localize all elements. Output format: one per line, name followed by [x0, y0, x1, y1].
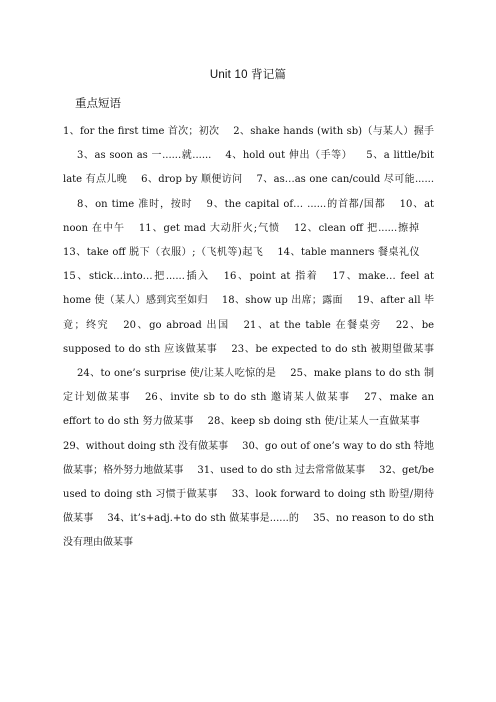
phrase-item: 31、used to do sth 过去常常做某事 — [197, 464, 366, 476]
phrase-text: point at 指着 — [249, 271, 319, 283]
phrase-item: 21、at the table 在餐桌旁 — [243, 319, 382, 331]
phrase-text: as soon as 一......就...... — [94, 150, 212, 162]
phrase-number: 31 — [197, 464, 211, 476]
phrase-number: 17 — [332, 271, 346, 283]
phrase-number: 18 — [221, 295, 235, 307]
phrase-item: 34、it’s+adj.+to do sth 做某事是......的 — [107, 513, 300, 525]
document-title: Unit 10 背记篇 — [209, 69, 287, 81]
phrase-number: 5 — [366, 150, 373, 162]
phrase-number: 10 — [399, 198, 413, 210]
phrase-item: 10、at noon 在中午 — [63, 198, 435, 234]
phrase-text: get mad 大动肝火;气愤 — [163, 222, 280, 234]
phrase-number: 20 — [123, 319, 136, 331]
phrase-text: it’s+adj.+to do sth 做某事是......的 — [130, 513, 300, 525]
phrase-number: 2 — [233, 126, 240, 137]
phrase-item: 17、make… feel at home 使（某人）感到宾至如归 — [63, 271, 435, 307]
phrase-item: 11、get mad 大动肝火;气愤 — [138, 222, 280, 234]
phrase-item: 5、a little/bit late 有点儿晚 — [63, 150, 435, 186]
phrase-text: shake hands (with sb)（与某人）握手 — [250, 126, 435, 137]
phrase-item: 25、make plans to do sth 制定计划做某事 — [63, 368, 435, 404]
phrase-text: drop by 顺便访问 — [158, 174, 243, 186]
phrase-text: the capital of… ......的首都/国都 — [224, 198, 386, 210]
phrase-text: as…as one can/could 尽可能...... — [273, 174, 435, 186]
phrase-number: 6 — [141, 174, 148, 186]
phrase-text: at noon 在中午 — [63, 198, 435, 234]
phrase-text: invite sb to do sth 邀请某人做某事 — [170, 392, 351, 404]
phrase-number: 8 — [77, 198, 84, 210]
phrase-item: 13、take off 脱下（衣服）;（飞机等)起飞 — [63, 247, 264, 259]
phrase-text: make… feel at home 使（某人）感到宾至如归 — [63, 271, 435, 307]
phrase-number: 3 — [77, 150, 84, 162]
phrase-item: 14、table manners 餐桌礼仪 — [277, 247, 420, 259]
phrase-text: go abroad 出国 — [149, 319, 230, 331]
phrase-text: a little/bit late 有点儿晚 — [63, 150, 435, 186]
phrase-number: 33 — [231, 489, 245, 501]
phrase-item: 6、drop by 顺便访问 — [141, 174, 243, 186]
phrase-text: at the table 在餐桌旁 — [269, 319, 382, 331]
phrase-number: 12 — [294, 222, 307, 234]
phrase-text: go out of one’s way to do sth 特地做某事；格外努力地做某事 — [63, 440, 435, 476]
phrase-item: 19、after all 毕竟；终究 — [63, 295, 435, 331]
phrase-item: 29、without doing sth 没有做某事 — [63, 440, 229, 452]
phrase-number: 25 — [290, 368, 303, 380]
phrase-item: 33、look forward to doing sth 盼望/期待做某事 — [63, 489, 435, 525]
phrase-item: 12、clean off 把......擦掉 — [294, 222, 421, 234]
phrase-item: 24、to one’s surprise 使/让某人吃惊的是 — [77, 368, 277, 380]
phrase-item: 32、get/be used to doing sth 习惯于做某事 — [63, 464, 434, 501]
phrase-item: 7、as…as one can/could 尽可能...... — [256, 174, 435, 186]
phrase-item: 27、make an effort to do sth 努力做某事 — [63, 392, 435, 428]
phrase-list — [63, 120, 434, 556]
phrase-text: no reason to do sth 没有理由做某事 — [63, 513, 435, 549]
phrase-text: hold out 伸出（手等） — [242, 150, 353, 162]
phrase-text: after all 毕竟；终究 — [63, 295, 435, 331]
phrase-number: 27 — [364, 392, 378, 404]
phrase-number: 21 — [243, 319, 257, 331]
phrase-number: 11 — [138, 222, 152, 234]
phrase-item: 22、be supposed to do sth 应该做某事 — [63, 319, 435, 355]
phrase-number: 35 — [313, 513, 326, 525]
phrase-text: take off 脱下（衣服）;（飞机等)起飞 — [86, 247, 264, 259]
phrase-item: 9、the capital of… ......的首都/国都 — [206, 198, 386, 210]
phrase-item: 18、show up 出席；露面 — [221, 295, 343, 307]
section-heading: 重点短语 — [75, 96, 121, 110]
phrase-number: 29 — [63, 440, 76, 452]
phrase-item: 20、go abroad 出国 — [123, 319, 230, 331]
phrase-number: 22 — [395, 319, 409, 331]
phrase-number: 1 — [63, 126, 70, 137]
phrase-number: 34 — [107, 513, 121, 525]
phrase-text: for the first time 首次；初次 — [79, 126, 220, 137]
phrase-text: without doing sth 没有做某事 — [85, 440, 229, 452]
phrase-text: to one’s surprise 使/让某人吃惊的是 — [100, 368, 277, 380]
phrase-number: 14 — [277, 247, 291, 259]
phrase-item: 35、no reason to do sth 没有理由做某事 — [63, 513, 435, 549]
phrase-number: 19 — [356, 295, 370, 307]
phrase-number: 32 — [379, 464, 392, 476]
phrase-number: 15 — [63, 271, 76, 283]
phrase-number: 28 — [207, 416, 221, 428]
phrase-text: table manners 餐桌礼仪 — [301, 247, 420, 259]
phrase-text: used to do sth 过去常常做某事 — [220, 464, 366, 476]
phrase-number: 9 — [206, 198, 213, 210]
phrase-number: 16 — [223, 271, 237, 283]
phrase-item: 28、keep sb doing sth 使/让某人一直做某事 — [207, 416, 421, 428]
phrase-item: 16、point at 指着 — [223, 271, 319, 283]
phrase-text: get/be used to doing sth 习惯于做某事 — [63, 464, 434, 501]
phrase-item: 4、hold out 伸出（手等） — [225, 150, 353, 162]
phrase-text: stick…into…把......插入 — [88, 271, 210, 283]
phrase-number: 4 — [225, 150, 232, 162]
phrase-item: 8、on time 准时，按时 — [77, 198, 193, 210]
phrase-text: show up 出席；露面 — [245, 295, 343, 307]
phrase-text: be expected to do sth 被期望做某事 — [255, 343, 434, 355]
phrase-number: 7 — [256, 174, 263, 186]
phrase-number: 23 — [231, 343, 245, 355]
phrase-text: look forward to doing sth 盼望/期待做某事 — [63, 489, 435, 525]
phrase-text: make an effort to do sth 努力做某事 — [63, 392, 435, 428]
phrase-item: 3、as soon as 一......就...... — [77, 150, 212, 162]
phrase-number: 30 — [242, 440, 255, 452]
phrase-text: keep sb doing sth 使/让某人一直做某事 — [230, 416, 421, 428]
phrase-item: 15、stick…into…把......插入 — [63, 271, 210, 283]
phrase-item: 1、for the first time 首次；初次 — [63, 126, 220, 137]
phrase-item: 23、be expected to do sth 被期望做某事 — [231, 343, 434, 355]
phrase-item: 30、go out of one’s way to do sth 特地做某事；格外努力地做某事 — [63, 440, 435, 476]
phrase-text: on time 准时，按时 — [95, 198, 193, 210]
phrase-number: 24 — [77, 368, 90, 380]
phrase-item: 2、shake hands (with sb)（与某人）握手 — [233, 126, 435, 137]
phrase-item: 26、invite sb to do sth 邀请某人做某事 — [145, 392, 351, 404]
phrase-text: be supposed to do sth 应该做某事 — [63, 319, 435, 355]
phrase-text: clean off 把......擦掉 — [318, 222, 421, 234]
phrase-number: 26 — [145, 392, 158, 404]
phrase-number: 13 — [63, 247, 76, 259]
phrase-text: make plans to do sth 制定计划做某事 — [63, 368, 435, 404]
